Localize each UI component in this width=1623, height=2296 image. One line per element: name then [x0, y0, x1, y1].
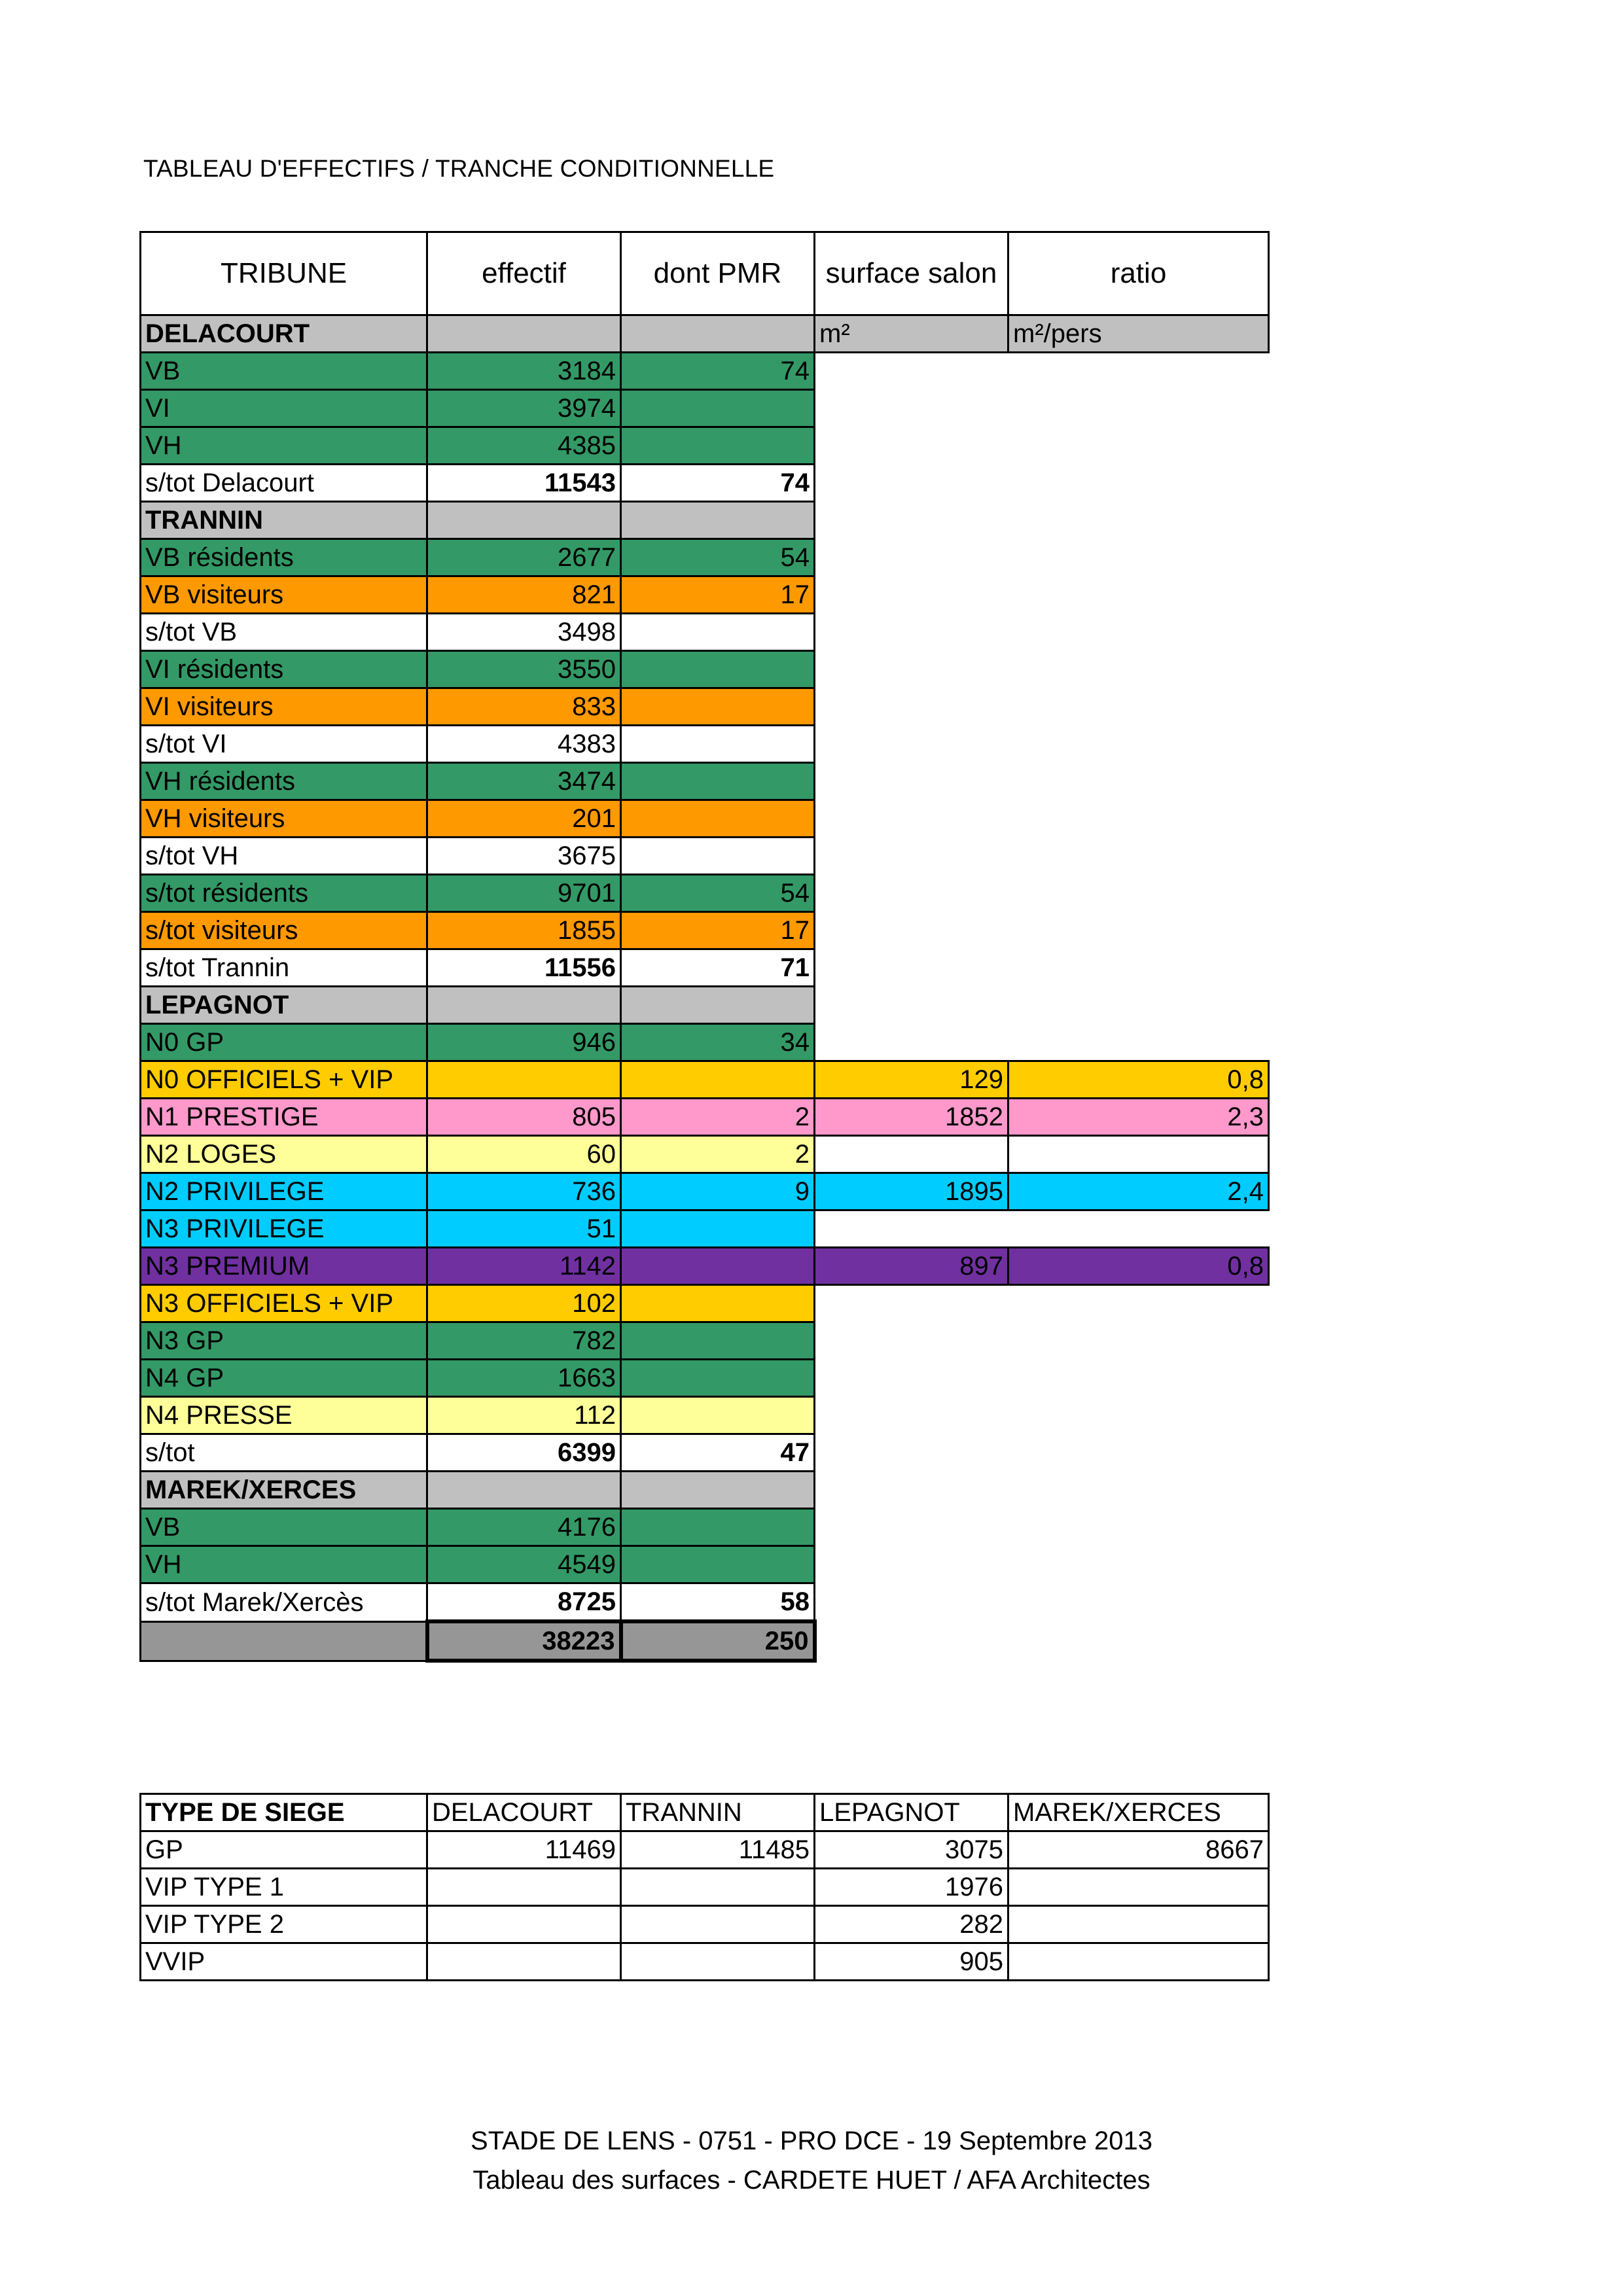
empty-cell — [815, 576, 1008, 614]
effectif-cell: 1142 — [427, 1248, 621, 1285]
section-row — [141, 1472, 1269, 1509]
empty-cell — [815, 763, 1008, 800]
tribune-cell: N2 LOGES — [141, 1136, 427, 1173]
tribune-cell: VH — [141, 1546, 427, 1583]
seat-value-cell — [621, 1906, 815, 1943]
empty-cell — [1008, 912, 1269, 949]
table-row — [141, 800, 1269, 838]
table-row — [141, 1397, 1269, 1434]
effectif-cell: 112 — [427, 1397, 621, 1434]
effectif-cell: 1663 — [427, 1360, 621, 1397]
effectif-cell: 3675 — [427, 838, 621, 875]
effectif-cell — [427, 987, 621, 1024]
seat-value-cell — [427, 1869, 621, 1906]
seat-header-lepagnot: LEPAGNOT — [815, 1794, 1008, 1831]
grand-total-row — [141, 1621, 1269, 1661]
empty-cell — [1008, 502, 1269, 539]
table-row — [141, 1546, 1269, 1583]
section-row — [141, 987, 1269, 1024]
tribune-cell: s/tot VB — [141, 614, 427, 651]
header-dont-pmr: dont PMR — [621, 232, 815, 315]
empty-cell — [815, 390, 1008, 427]
empty-cell — [815, 651, 1008, 688]
empty-cell — [1008, 390, 1269, 427]
empty-cell — [815, 838, 1008, 875]
tribune-cell: s/tot VH — [141, 838, 427, 875]
grand-total-pmr: 250 — [621, 1621, 815, 1661]
table-row — [141, 875, 1269, 912]
table-row — [141, 576, 1269, 614]
empty-cell — [815, 1322, 1008, 1360]
effectif-cell — [427, 315, 621, 353]
tribune-cell: s/tot — [141, 1434, 427, 1472]
pmr-cell — [621, 800, 815, 838]
seat-row — [141, 1943, 1269, 1981]
pmr-cell: 74 — [621, 353, 815, 390]
empty-cell — [815, 800, 1008, 838]
pmr-cell: 58 — [621, 1583, 815, 1622]
pmr-cell: 9 — [621, 1173, 815, 1210]
tribune-cell: N3 PREMIUM — [141, 1248, 427, 1285]
effectif-cell: 1855 — [427, 912, 621, 949]
empty-cell — [815, 1509, 1008, 1546]
effectif-cell — [427, 502, 621, 539]
tribune-cell: s/tot Delacourt — [141, 465, 427, 502]
seat-row — [141, 1831, 1269, 1869]
footer-line-1: STADE DE LENS - 0751 - PRO DCE - 19 Septembre 2013 — [471, 2127, 1152, 2155]
tribune-cell: TRANNIN — [141, 502, 427, 539]
tribune-cell: VI visiteurs — [141, 688, 427, 726]
table-row — [141, 688, 1269, 726]
empty-cell — [815, 1210, 1008, 1248]
ratio-cell: 2,4 — [1008, 1173, 1269, 1210]
pmr-cell — [621, 987, 815, 1024]
pmr-cell: 2 — [621, 1099, 815, 1136]
effectif-cell: 3974 — [427, 390, 621, 427]
table-row — [141, 838, 1269, 875]
surface-cell: 1895 — [815, 1173, 1008, 1210]
empty-cell — [815, 688, 1008, 726]
pmr-cell — [621, 1061, 815, 1099]
grand-total-effectif: 38223 — [427, 1621, 621, 1661]
table-row — [141, 1210, 1269, 1248]
pmr-cell: 2 — [621, 1136, 815, 1173]
table-row — [141, 1509, 1269, 1546]
seat-row — [141, 1906, 1269, 1943]
effectif-cell: 9701 — [427, 875, 621, 912]
pmr-cell: 54 — [621, 539, 815, 576]
ratio-cell: 0,8 — [1008, 1248, 1269, 1285]
seat-value-cell — [1008, 1906, 1269, 1943]
effectif-cell: 821 — [427, 576, 621, 614]
pmr-cell — [621, 390, 815, 427]
tribune-cell: N4 GP — [141, 1360, 427, 1397]
empty-cell — [815, 502, 1008, 539]
table-row — [141, 390, 1269, 427]
seat-header-type: TYPE DE SIEGE — [141, 1794, 427, 1831]
empty-cell — [1008, 1210, 1269, 1248]
table-row — [141, 1136, 1269, 1173]
empty-cell — [1008, 353, 1269, 390]
tribune-cell: DELACOURT — [141, 315, 427, 353]
table-row — [141, 912, 1269, 949]
seat-value-cell: 282 — [815, 1906, 1008, 1943]
header-effectif: effectif — [427, 232, 621, 315]
empty-cell — [815, 726, 1008, 763]
empty-cell — [1008, 949, 1269, 987]
table-row — [141, 1583, 1269, 1622]
effectif-cell: 3498 — [427, 614, 621, 651]
pmr-cell: 74 — [621, 465, 815, 502]
header-surface-salon: surface salon — [815, 232, 1008, 315]
tribune-cell: N0 GP — [141, 1024, 427, 1061]
pmr-cell — [621, 315, 815, 353]
seat-value-cell — [621, 1943, 815, 1981]
pmr-cell — [621, 1248, 815, 1285]
table-row — [141, 427, 1269, 465]
grand-total-label-cell — [141, 1621, 427, 1661]
surface-unit-cell: m² — [815, 315, 1008, 353]
empty-cell — [815, 427, 1008, 465]
empty-cell — [815, 353, 1008, 390]
effectifs-table — [139, 231, 1270, 1663]
pmr-cell — [621, 1509, 815, 1546]
effectif-cell: 8725 — [427, 1583, 621, 1622]
empty-cell — [815, 539, 1008, 576]
empty-cell — [1008, 838, 1269, 875]
effectif-cell: 833 — [427, 688, 621, 726]
table-row — [141, 614, 1269, 651]
effectif-cell: 102 — [427, 1285, 621, 1322]
empty-cell — [1008, 875, 1269, 912]
seat-row — [141, 1869, 1269, 1906]
table-row — [141, 1285, 1269, 1322]
seat-value-cell: 3075 — [815, 1831, 1008, 1869]
empty-cell — [815, 1024, 1008, 1061]
pmr-cell — [621, 502, 815, 539]
ratio-unit-cell: m²/pers — [1008, 315, 1269, 353]
empty-cell — [1008, 1397, 1269, 1434]
seat-header-marek-xerces: MAREK/XERCES — [1008, 1794, 1269, 1831]
pmr-cell — [621, 1210, 815, 1248]
tribune-cell: VH — [141, 427, 427, 465]
empty-cell — [1008, 1546, 1269, 1583]
section-row — [141, 315, 1269, 353]
effectif-cell: 4383 — [427, 726, 621, 763]
tribune-cell: VB — [141, 353, 427, 390]
pmr-cell — [621, 763, 815, 800]
tribune-cell: s/tot visiteurs — [141, 912, 427, 949]
empty-cell — [815, 1397, 1008, 1434]
surface-cell: 129 — [815, 1061, 1008, 1099]
effectif-cell: 60 — [427, 1136, 621, 1173]
table-row — [141, 1322, 1269, 1360]
effectif-cell: 11543 — [427, 465, 621, 502]
effectif-cell: 4385 — [427, 427, 621, 465]
tribune-cell: N0 OFFICIELS + VIP — [141, 1061, 427, 1099]
empty-cell — [1008, 465, 1269, 502]
empty-cell — [815, 1583, 1008, 1622]
empty-cell — [1008, 614, 1269, 651]
table-row — [141, 353, 1269, 390]
empty-cell — [815, 614, 1008, 651]
pmr-cell: 71 — [621, 949, 815, 987]
empty-cell — [815, 875, 1008, 912]
effectif-cell: 4176 — [427, 1509, 621, 1546]
seat-type-cell: VVIP — [141, 1943, 427, 1981]
empty-cell — [1008, 1024, 1269, 1061]
table-row — [141, 1360, 1269, 1397]
seat-header-row — [141, 1794, 1269, 1831]
table-row — [141, 465, 1269, 502]
effectif-cell — [427, 1061, 621, 1099]
seat-header-trannin: TRANNIN — [621, 1794, 815, 1831]
pmr-cell — [621, 1360, 815, 1397]
tribune-cell: N3 GP — [141, 1322, 427, 1360]
pmr-cell: 17 — [621, 912, 815, 949]
empty-cell — [815, 949, 1008, 987]
pmr-cell — [621, 651, 815, 688]
ratio-cell: 2,3 — [1008, 1099, 1269, 1136]
empty-cell — [1008, 539, 1269, 576]
tribune-cell: VH visiteurs — [141, 800, 427, 838]
tribune-cell: VI résidents — [141, 651, 427, 688]
effectif-cell: 4549 — [427, 1546, 621, 1583]
table-row — [141, 1248, 1269, 1285]
table-row — [141, 1099, 1269, 1136]
pmr-cell — [621, 838, 815, 875]
effectif-cell: 946 — [427, 1024, 621, 1061]
effectif-cell: 3184 — [427, 353, 621, 390]
table-row — [141, 1024, 1269, 1061]
empty-cell — [815, 987, 1008, 1024]
tribune-cell: N2 PRIVILEGE — [141, 1173, 427, 1210]
effectif-cell: 51 — [427, 1210, 621, 1248]
effectif-cell: 805 — [427, 1099, 621, 1136]
tribune-cell: VH résidents — [141, 763, 427, 800]
empty-cell — [815, 1621, 1008, 1661]
section-row — [141, 502, 1269, 539]
pmr-cell — [621, 1472, 815, 1509]
seat-value-cell: 1976 — [815, 1869, 1008, 1906]
empty-cell — [1008, 427, 1269, 465]
pmr-cell: 54 — [621, 875, 815, 912]
empty-cell — [1008, 651, 1269, 688]
seat-header-delacourt: DELACOURT — [427, 1794, 621, 1831]
empty-cell — [815, 1472, 1008, 1509]
table-row — [141, 949, 1269, 987]
footer-line-2: Tableau des surfaces - CARDETE HUET / AFA Architectes — [473, 2166, 1150, 2195]
empty-cell — [815, 1360, 1008, 1397]
effectifs-header-row — [141, 232, 1269, 315]
tribune-cell: N4 PRESSE — [141, 1397, 427, 1434]
surface-cell: 897 — [815, 1248, 1008, 1285]
seat-type-cell: VIP TYPE 1 — [141, 1869, 427, 1906]
seat-type-cell: VIP TYPE 2 — [141, 1906, 427, 1943]
effectif-cell: 782 — [427, 1322, 621, 1360]
empty-cell — [1008, 1509, 1269, 1546]
seat-value-cell — [1008, 1869, 1269, 1906]
effectif-cell: 6399 — [427, 1434, 621, 1472]
pmr-cell — [621, 1546, 815, 1583]
effectif-cell — [427, 1472, 621, 1509]
pmr-cell: 17 — [621, 576, 815, 614]
empty-cell — [1008, 763, 1269, 800]
effectif-cell: 201 — [427, 800, 621, 838]
ratio-cell: 0,8 — [1008, 1061, 1269, 1099]
tribune-cell: s/tot résidents — [141, 875, 427, 912]
tribune-cell: MAREK/XERCES — [141, 1472, 427, 1509]
table-row — [141, 1173, 1269, 1210]
empty-cell — [1008, 800, 1269, 838]
pmr-cell — [621, 427, 815, 465]
surface-cell — [815, 1136, 1008, 1173]
pmr-cell — [621, 1397, 815, 1434]
empty-cell — [1008, 1360, 1269, 1397]
tribune-cell: VB visiteurs — [141, 576, 427, 614]
pmr-cell — [621, 614, 815, 651]
pmr-cell: 47 — [621, 1434, 815, 1472]
effectif-cell: 3550 — [427, 651, 621, 688]
tribune-cell: N1 PRESTIGE — [141, 1099, 427, 1136]
seat-value-cell — [621, 1869, 815, 1906]
seat-value-cell — [427, 1906, 621, 1943]
empty-cell — [815, 912, 1008, 949]
table-row — [141, 1061, 1269, 1099]
empty-cell — [1008, 1621, 1269, 1661]
tribune-cell: N3 OFFICIELS + VIP — [141, 1285, 427, 1322]
seat-value-cell: 11469 — [427, 1831, 621, 1869]
table-row — [141, 651, 1269, 688]
seat-value-cell: 905 — [815, 1943, 1008, 1981]
surface-cell: 1852 — [815, 1099, 1008, 1136]
table-row — [141, 1434, 1269, 1472]
pmr-cell — [621, 726, 815, 763]
seat-value-cell — [1008, 1943, 1269, 1981]
tribune-cell: s/tot VI — [141, 726, 427, 763]
effectif-cell: 736 — [427, 1173, 621, 1210]
ratio-cell — [1008, 1136, 1269, 1173]
empty-cell — [1008, 726, 1269, 763]
pmr-cell — [621, 1285, 815, 1322]
empty-cell — [1008, 1434, 1269, 1472]
document-title: TABLEAU D'EFFECTIFS / TRANCHE CONDITIONNELLE — [143, 155, 775, 182]
tribune-cell: VB résidents — [141, 539, 427, 576]
empty-cell — [1008, 1583, 1269, 1622]
empty-cell — [1008, 688, 1269, 726]
table-row — [141, 726, 1269, 763]
empty-cell — [815, 1434, 1008, 1472]
tribune-cell: s/tot Marek/Xercès — [141, 1583, 427, 1622]
seat-type-cell: GP — [141, 1831, 427, 1869]
table-row — [141, 539, 1269, 576]
header-ratio: ratio — [1008, 232, 1269, 315]
seat-value-cell: 11485 — [621, 1831, 815, 1869]
tribune-cell: s/tot Trannin — [141, 949, 427, 987]
empty-cell — [1008, 1322, 1269, 1360]
empty-cell — [815, 1285, 1008, 1322]
empty-cell — [815, 1546, 1008, 1583]
seat-type-table — [139, 1793, 1270, 1981]
empty-cell — [1008, 576, 1269, 614]
effectif-cell: 2677 — [427, 539, 621, 576]
seat-value-cell: 8667 — [1008, 1831, 1269, 1869]
pmr-cell — [621, 688, 815, 726]
seat-value-cell — [427, 1943, 621, 1981]
empty-cell — [1008, 1472, 1269, 1509]
header-tribune: TRIBUNE — [141, 232, 427, 315]
pmr-cell: 34 — [621, 1024, 815, 1061]
tribune-cell: VI — [141, 390, 427, 427]
empty-cell — [1008, 1285, 1269, 1322]
effectif-cell: 11556 — [427, 949, 621, 987]
tribune-cell: N3 PRIVILEGE — [141, 1210, 427, 1248]
pmr-cell — [621, 1322, 815, 1360]
empty-cell — [1008, 987, 1269, 1024]
table-row — [141, 763, 1269, 800]
effectif-cell: 3474 — [427, 763, 621, 800]
empty-cell — [815, 465, 1008, 502]
tribune-cell: LEPAGNOT — [141, 987, 427, 1024]
tribune-cell: VB — [141, 1509, 427, 1546]
